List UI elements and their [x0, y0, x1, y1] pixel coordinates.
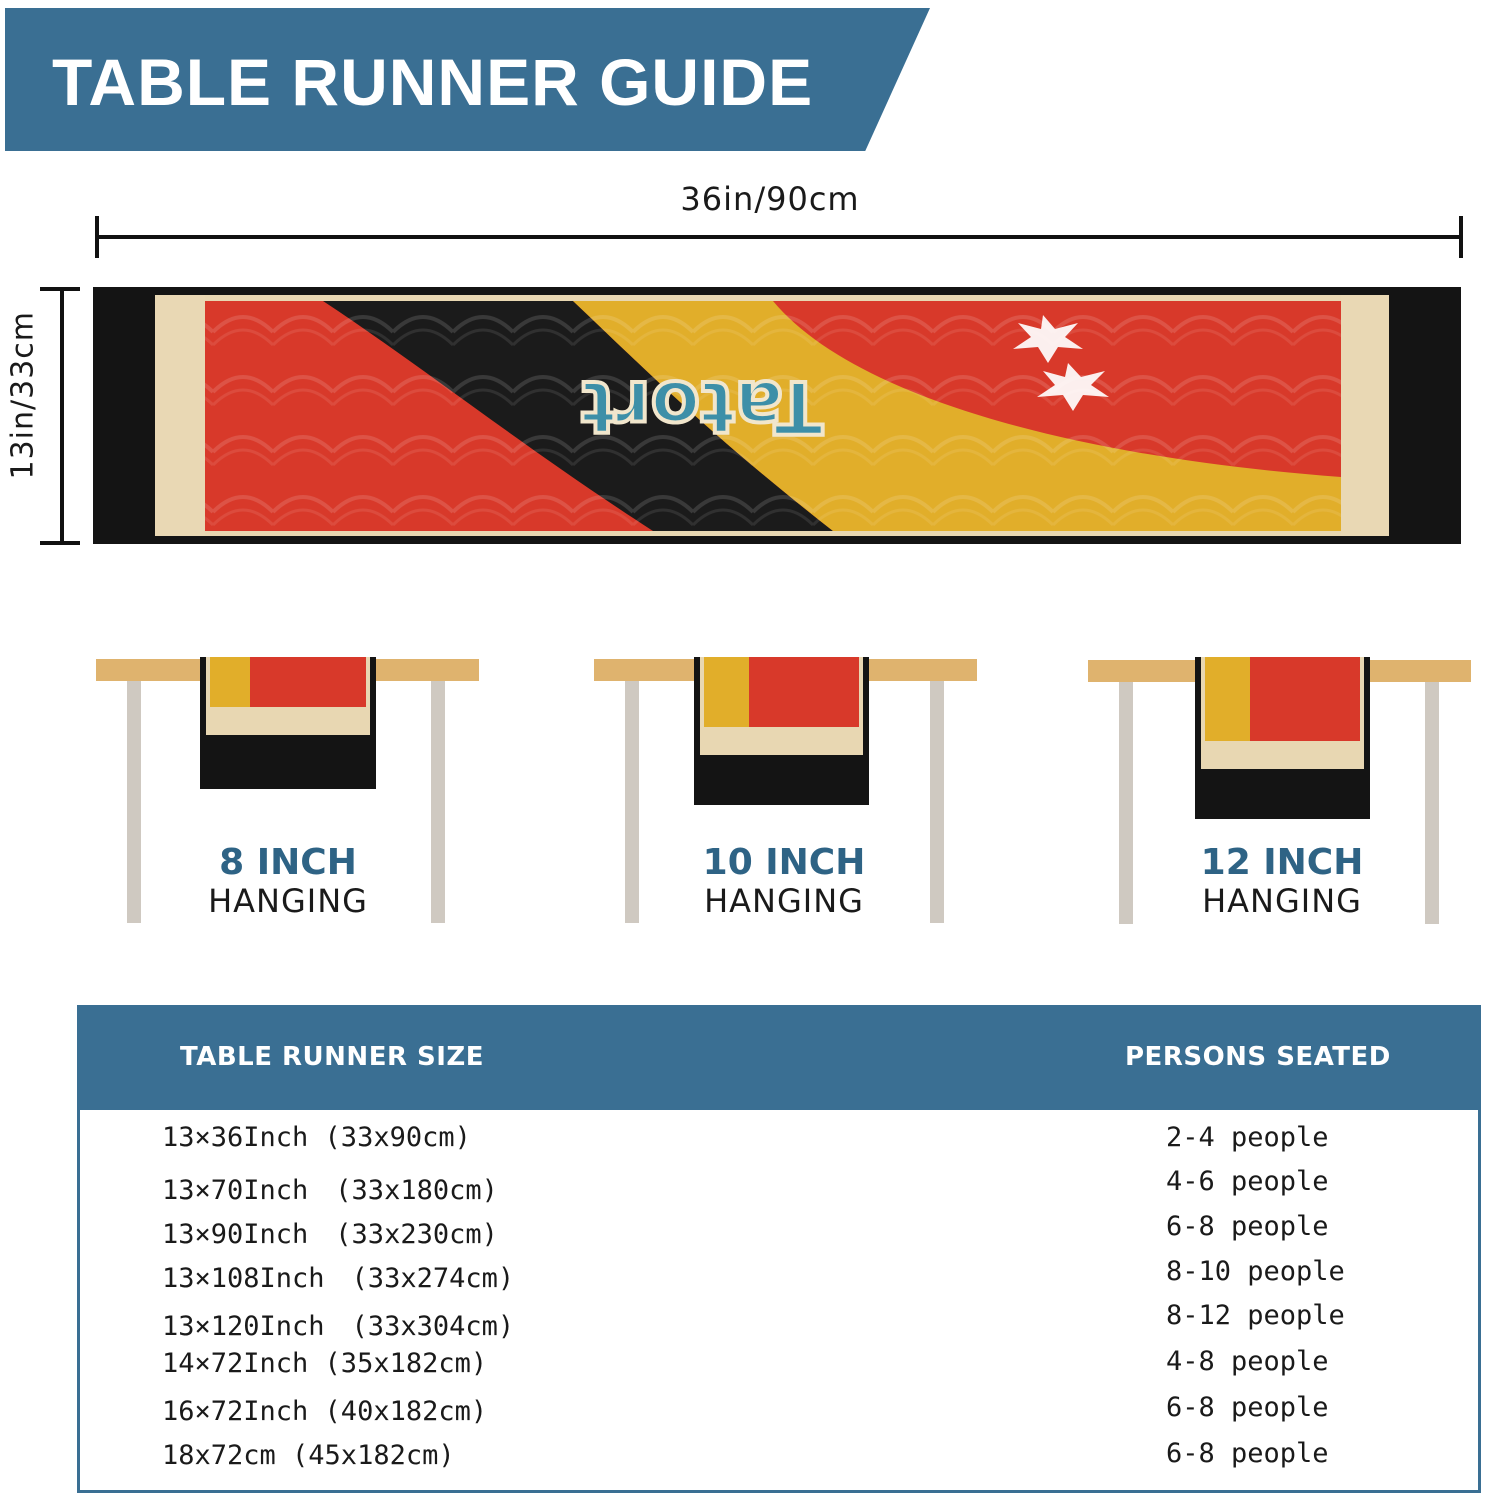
table-row-size: 14×72Inch (35x182cm) — [162, 1348, 488, 1379]
table-row-persons: 8-10 people — [1166, 1256, 1345, 1287]
table-row-size: 13×108Inch (33x274cm) — [162, 1263, 515, 1294]
width-dimension-line — [97, 235, 1461, 239]
width-dimension-cap-right — [1459, 216, 1463, 258]
table-row-size: 13×36Inch (33x90cm) — [162, 1122, 471, 1153]
hanging-12in-caption: HANGING — [1202, 882, 1362, 920]
hanging-12in-label: 12 INCH — [1200, 842, 1364, 883]
table-row-size: 13×120Inch (33x304cm) — [162, 1311, 515, 1342]
hanging-runner-10in — [694, 657, 869, 805]
table-row-size: 13×70Inch (33x180cm) — [162, 1175, 498, 1206]
table-row-persons: 6-8 people — [1166, 1438, 1329, 1469]
height-dimension-cap-bottom — [40, 541, 80, 545]
persons-column-header: PERSONS SEATED — [1125, 1042, 1391, 1072]
hanging-gold — [1205, 657, 1250, 741]
height-dimension-cap-top — [40, 287, 80, 291]
hanging-runner-8in — [200, 657, 376, 789]
hanging-gold — [210, 657, 250, 707]
table-row-persons: 6-8 people — [1166, 1211, 1329, 1242]
table-row-persons: 2-4 people — [1166, 1122, 1329, 1153]
height-dimension-label: 13in/33cm — [5, 310, 41, 480]
table-row-size: 18x72cm (45x182cm) — [162, 1440, 455, 1471]
runner-left-fringe — [155, 295, 205, 536]
page-title: TABLE RUNNER GUIDE — [52, 45, 814, 119]
hanging-red — [250, 657, 366, 707]
hanging-runner-12in — [1195, 657, 1370, 819]
hanging-10in-caption: HANGING — [704, 882, 864, 920]
width-dimension-cap-left — [95, 216, 99, 258]
width-dimension-label: 36in/90cm — [680, 180, 860, 218]
runner-right-fringe — [1341, 295, 1389, 536]
table-row-persons: 4-8 people — [1166, 1346, 1329, 1377]
table-row-size: 13×90Inch (33x230cm) — [162, 1219, 498, 1250]
hanging-red — [1250, 657, 1360, 741]
hanging-8in-caption: HANGING — [208, 882, 368, 920]
hanging-10in-label: 10 INCH — [702, 842, 866, 883]
hanging-red — [749, 657, 859, 727]
table-row-persons: 6-8 people — [1166, 1392, 1329, 1423]
runner-lettering-text: Tatort — [580, 365, 823, 449]
table-leg-left-12in — [1119, 682, 1133, 924]
runner-lettering — [581, 365, 823, 449]
table-row-size: 16×72Inch (40x182cm) — [162, 1396, 488, 1427]
height-dimension-line — [60, 288, 64, 543]
table-row-persons: 4-6 people — [1166, 1166, 1329, 1197]
hanging-8in-label: 8 INCH — [219, 842, 357, 883]
table-row-persons: 8-12 people — [1166, 1300, 1345, 1331]
table-runner-image — [93, 287, 1461, 544]
size-column-header: TABLE RUNNER SIZE — [180, 1042, 485, 1072]
hanging-gold — [704, 657, 749, 727]
